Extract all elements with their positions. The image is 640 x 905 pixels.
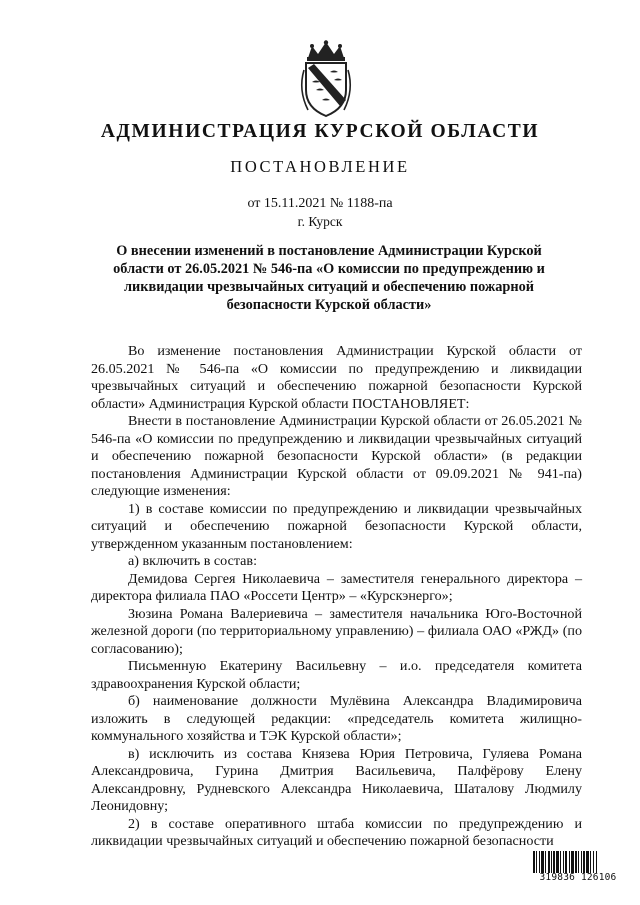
barcode-bar (593, 851, 594, 873)
coat-of-arms-emblem (294, 40, 358, 118)
date-and-number: от 15.11.2021 № 1188-па (247, 196, 393, 211)
paragraph: 2) в составе оперативного штаба комиссии по предупреждению и ликвидации чрезвычайных ситуаций и обеспечению пожарной безопасности (91, 815, 582, 849)
paragraph: а) включить в состав: (128, 553, 257, 569)
barcode-bar (553, 851, 555, 873)
barcode-bar (536, 851, 537, 873)
paragraph: Письменную Екатерину Васильевну – и.о. председателя комитета здравоохранения Курской области; (91, 658, 582, 692)
document-body (91, 343, 582, 851)
barcode-bar (590, 851, 591, 873)
barcode-bar (560, 851, 561, 873)
barcode-bar (583, 851, 585, 873)
paragraph: 1) в составе комиссии по предупреждению и ликвидации чрезвычайных ситуаций и обеспечению пожарной безопасности Курской области, утвержденном указанным постановлением: (91, 500, 582, 552)
barcode-bar (539, 851, 540, 873)
barcode-bar (569, 851, 570, 873)
barcode-bar (563, 851, 564, 873)
barcode-bar (581, 851, 582, 873)
paragraph: Зюзина Романа Валериевича – заместителя начальника Юго-Восточной железной дороги (по территориальному управлению) – филиала ОАО «РЖД» (по согласованию); (91, 605, 582, 657)
document-type: ПОСТАНОВЛЕНИЕ (230, 157, 410, 176)
barcode-bar (578, 851, 579, 873)
barcode-bar (551, 851, 552, 873)
barcode-bar (565, 851, 567, 873)
city-line: г. Курск (297, 214, 343, 229)
paragraph: Демидова Сергея Николаевича – заместителя генерального директора – директора филиала ПАО «Россети Центр» – «Курскэнерго»; (91, 570, 582, 604)
paragraph: б) наименование должности Мулёвина Александра Владимировича изложить в следующей редакции: «председатель комитета жилищно-коммунального хозяйства и ТЭК Курской области»; (91, 693, 582, 744)
barcode-graphic (533, 851, 623, 873)
barcode-bar (586, 851, 589, 873)
paragraph: Внести в постановление Администрации Курской области от 26.05.2021 № 546-па «О комиссии по предупреждению и ликвидации чрезвычайных ситуаций и обеспечению пожарной безопасности Курской области» (в редакции постановления Администрации Курской области от 09.09.2021 № 941-па) следующие изменения: (91, 413, 582, 499)
barcode-bar (556, 851, 559, 873)
barcode-bar (571, 851, 574, 873)
organization-title: АДМИНИСТРАЦИЯ КУРСКОЙ ОБЛАСТИ (100, 121, 540, 142)
barcode-bar (575, 851, 577, 873)
barcode-bar (541, 851, 544, 873)
barcode-bar (548, 851, 550, 873)
barcode-number: 319836 126106 (539, 872, 617, 883)
paragraph: в) исключить из состава Князева Юрия Петровича, Гуляева Романа Александровича, Гурина Дмитрия Васильевича, Палфёрову Елену Александровну, Рудневского Александра Николаевича, Шаталову Людмилу Леонидовну; (91, 745, 582, 814)
document-subject: О внесении изменений в постановление Администрации Курской области от 26.05.2021 № 546-па «О комиссии по предупреждению и ликвидации чрезвычайных ситуаций и обеспечению пожарной безопасности Курской области» (113, 243, 545, 313)
paragraph: Во изменение постановления Администрации Курской области от 26.05.2021 № 546-па «О комиссии по предупреждению и ликвидации чрезвычайных ситуаций и обеспечению пожарной безопасности Курской области» Администрация Курской области ПОСТАНОВЛЯЕТ: (91, 343, 582, 412)
barcode-bar (533, 851, 535, 873)
barcode-bar (545, 851, 546, 873)
barcode-bar (596, 851, 597, 873)
